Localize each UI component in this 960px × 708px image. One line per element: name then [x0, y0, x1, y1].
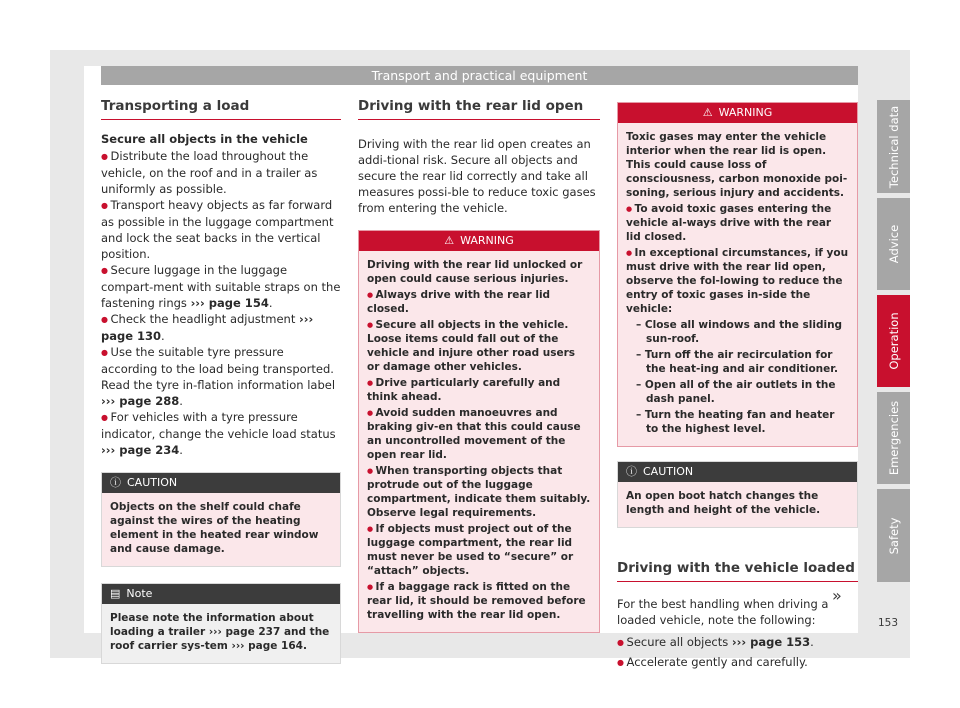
- tab-emergencies[interactable]: [877, 392, 910, 484]
- warning-dash-text: Open all of the air outlets in the dash panel.: [644, 379, 836, 405]
- caution-text: An open boot hatch changes the length and height of the vehicle.: [626, 490, 821, 516]
- note-text: Please note the information about loading a trailer ››› page 237 and the roof carrier sys-tem ››› page 164.: [110, 612, 330, 652]
- warning-header: [618, 103, 857, 123]
- warning-label: WARNING: [718, 106, 773, 119]
- warning-dash-item: [626, 378, 849, 406]
- page-reference-link[interactable]: ››› page 153: [731, 635, 811, 649]
- bullet-item: [101, 262, 341, 311]
- bullet-dot-icon: ●: [101, 201, 111, 210]
- tab-technical-data[interactable]: [877, 100, 910, 193]
- section-title: Driving with the vehicle loaded: [617, 560, 858, 582]
- bullet-dot-icon: ●: [367, 291, 376, 299]
- bullet-dot-icon: ●: [101, 152, 111, 161]
- page-reference-link[interactable]: ››› page 154: [190, 296, 269, 310]
- warning-icon: ⚠: [444, 234, 455, 247]
- bullet-text: Distribute the load throughout the vehicle, on the roof and in a trailer as uniformly as possible.: [101, 149, 318, 196]
- warning-label: WARNING: [460, 234, 514, 247]
- warning-dash-item: [626, 408, 849, 436]
- bullet-item: [617, 654, 858, 671]
- bullet-dot-icon: ●: [101, 266, 111, 275]
- warning-bullet-text: In exceptional circumstances, if you must drive with the rear lid open, observe the fol-lowing to reduce the entry of toxic gases in-side the vehicle:: [626, 247, 849, 315]
- warning-bullet-text: If objects must project out of the luggage compartment, the rear lid must never be used to “secure” or “attach” objects.: [367, 523, 574, 577]
- bullet-dot-icon: ●: [367, 379, 376, 387]
- bullet-item: [101, 409, 341, 458]
- tab-label: Safety: [886, 517, 901, 554]
- sentence-end: .: [268, 296, 273, 310]
- warning-bullet: [367, 318, 591, 374]
- page-reference-link[interactable]: ››› page 234: [101, 443, 180, 457]
- warning-bullet-text: If a baggage rack is fitted on the rear lid, it should be removed before travelling with the rear lid open.: [367, 581, 586, 621]
- warning-bullet: [367, 376, 591, 404]
- warning-lead: Toxic gases may enter the vehicle interior when the rear lid is open. This could cause loss of consciousness, carbon monoxide poi-soning, serious injury and accidents.: [626, 131, 848, 199]
- warning-icon: ⚠: [702, 106, 713, 119]
- bullet-item: [101, 148, 341, 197]
- warning-bullet-text: Always drive with the rear lid closed.: [367, 289, 551, 315]
- dash-marker: –: [636, 319, 645, 331]
- bullet-dot-icon: ●: [367, 467, 376, 475]
- bullet-dot-icon: ●: [101, 315, 111, 324]
- caution-box: [101, 472, 341, 567]
- dash-marker: –: [636, 349, 645, 361]
- warning-dash-item: [626, 318, 849, 346]
- bullet-dot-icon: ●: [367, 583, 376, 591]
- warning-bullet: [367, 522, 591, 578]
- section-subtitle: Secure all objects in the vehicle: [101, 132, 308, 146]
- warning-bullet: [367, 406, 591, 462]
- warning-bullet: [367, 580, 591, 622]
- warning-bullet-text: When transporting objects that protrude out of the luggage compartment, indicate them suitably. Observe legal requirements.: [367, 465, 591, 519]
- page-reference-link[interactable]: ››› page 130: [101, 312, 314, 343]
- note-icon: ▤: [110, 587, 121, 600]
- intro-text: For the best handling when driving a loaded vehicle, note the following:: [617, 597, 829, 627]
- caution-box: [617, 461, 858, 528]
- continue-mark: »: [832, 586, 842, 605]
- note-header: [102, 584, 340, 604]
- bullet-dot-icon: ●: [367, 525, 376, 533]
- bullet-dot-icon: ●: [101, 348, 111, 357]
- caution-icon: ⓘ: [110, 476, 121, 489]
- bullet-dot-icon: ●: [626, 249, 635, 257]
- bullet-text: Secure luggage in the luggage compart-ment with suitable straps on the fastening rings: [101, 263, 341, 310]
- bullet-dot-icon: ●: [617, 638, 627, 647]
- caution-text: Objects on the shelf could chafe against the wires of the heating element in the heated rear window and cause damage.: [110, 501, 319, 555]
- tab-safety[interactable]: [877, 489, 910, 582]
- column-transporting-load: [101, 98, 341, 664]
- bullet-list: [101, 148, 341, 458]
- column-warnings-loaded: [617, 102, 858, 674]
- warning-bullet-text: Secure all objects in the vehicle. Loose items could fall out of the vehicle and injure other road users or damage other vehicles.: [367, 319, 576, 373]
- warning-box: [358, 230, 600, 633]
- warning-bullet: [626, 202, 849, 244]
- bullet-text: Accelerate gently and carefully.: [626, 655, 808, 669]
- column-rear-lid-open: [358, 98, 600, 633]
- bullet-item: [101, 197, 341, 262]
- intro-text: Driving with the rear lid open creates an addi-tional risk. Secure all objects and secure the rear lid correctly and take all measures possi-ble to reduce toxic gases from entering the vehicle.: [358, 137, 596, 215]
- warning-dash-text: Close all windows and the sliding sun-roof.: [644, 319, 843, 345]
- caution-header: [102, 473, 340, 493]
- caution-icon: ⓘ: [626, 465, 637, 478]
- bullet-item: [101, 311, 341, 344]
- tab-label: Advice: [886, 224, 901, 264]
- warning-bullet-text: Avoid sudden manoeuvres and braking giv-en that this could cause an uncontrolled movement of the open rear lid.: [367, 407, 581, 461]
- warning-bullet: [367, 288, 591, 316]
- bullet-text: For vehicles with a tyre pressure indicator, change the vehicle load status: [101, 410, 336, 441]
- sentence-end: .: [161, 329, 165, 343]
- warning-header: [359, 231, 599, 251]
- bullet-text: Transport heavy objects as far forward as possible in the luggage compartment and lock the seat backs in the vertical position.: [101, 198, 334, 261]
- sentence-end: .: [179, 443, 183, 457]
- bullet-dot-icon: ●: [626, 205, 635, 213]
- warning-dash-text: Turn the heating fan and heater to the highest level.: [644, 409, 835, 435]
- caution-label: CAUTION: [643, 465, 694, 478]
- section-title: Transporting a load: [101, 98, 341, 120]
- sentence-end: .: [179, 394, 183, 408]
- tab-operation[interactable]: [877, 295, 910, 387]
- bullet-text: Check the headlight adjustment: [110, 312, 296, 326]
- tab-advice[interactable]: [877, 198, 910, 290]
- warning-dash-text: Turn off the air recirculation for the heat-ing and air conditioner.: [644, 349, 838, 375]
- tab-label: Operation: [886, 312, 901, 370]
- caution-header: [618, 462, 857, 482]
- section-title: Driving with the rear lid open: [358, 98, 600, 120]
- tab-label: Emergencies: [886, 400, 901, 476]
- sentence-end: .: [810, 635, 814, 649]
- bullet-item: [617, 634, 858, 651]
- bullet-dot-icon: ●: [367, 409, 376, 417]
- bullet-item: [101, 344, 341, 409]
- bullet-dot-icon: ●: [617, 658, 627, 667]
- page-number: 153: [878, 617, 899, 629]
- dash-marker: –: [636, 409, 645, 421]
- bullet-text: Secure all objects: [626, 635, 729, 649]
- page-reference-link[interactable]: ››› page 288: [101, 394, 180, 408]
- warning-lead: Driving with the rear lid unlocked or open could cause serious injuries.: [367, 259, 583, 285]
- warning-box: [617, 102, 858, 447]
- warning-bullet: [626, 246, 849, 316]
- note-box: [101, 583, 341, 664]
- tab-label: Technical data: [886, 105, 901, 188]
- note-label: Note: [126, 587, 153, 600]
- bullet-dot-icon: ●: [101, 413, 111, 422]
- bullet-text: Use the suitable tyre pressure according to the load being transported. Read the tyre in-flation information label: [101, 345, 336, 392]
- bullet-dot-icon: ●: [367, 321, 376, 329]
- warning-bullet-text: Drive particularly carefully and think ahead.: [367, 377, 561, 403]
- bullet-list: [617, 634, 858, 671]
- warning-bullet: [367, 464, 591, 520]
- warning-bullet-text: To avoid toxic gases entering the vehicle al-ways drive with the rear lid closed.: [626, 203, 832, 243]
- dash-marker: –: [636, 379, 645, 391]
- warning-dash-item: [626, 348, 849, 376]
- chapter-header: Transport and practical equipment: [101, 66, 858, 85]
- caution-label: CAUTION: [127, 476, 178, 489]
